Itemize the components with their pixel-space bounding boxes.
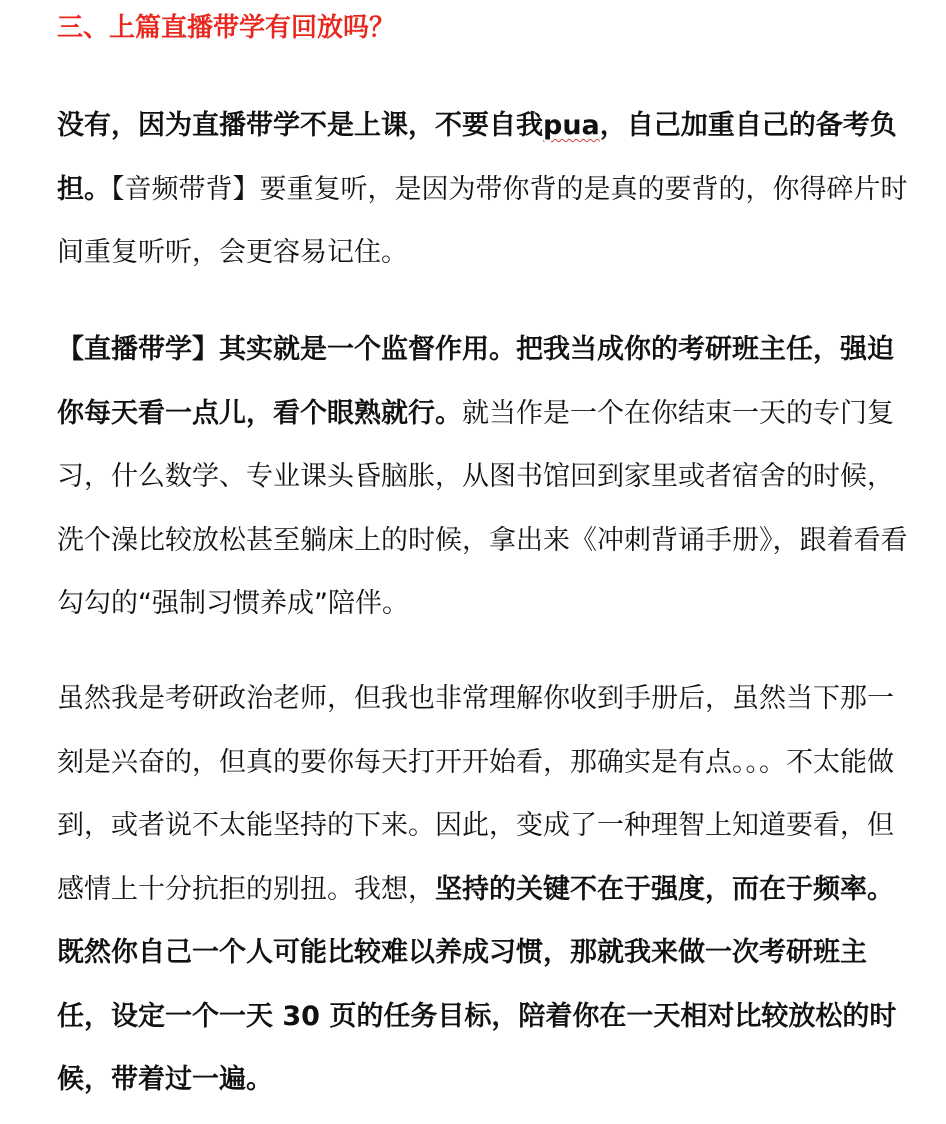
p3-bold-text: 坚持的关键不在于强度，而在于频率。既然你自己一个人可能比较难以养成习惯，那就我来做一次考研班主任，设定一个一天 30 页的任务目标，陪着你在一天相对比较放松的时候，带着过一遍。 xyxy=(57,873,897,1095)
section-heading: 三、上篇直播带学有回放吗？ xyxy=(57,13,396,43)
p2-normal-text: 就当作是一个在你结束一天的专门复习，什么数学、专业课头昏脑胀，从图书馆回到家里或者宿舍的时候，洗个澡比较放松甚至躺床上的时候，拿出来《冲刺背诵手册》，跟着看看勾勾的“强制习惯养成”陪伴。 xyxy=(57,397,908,619)
p1-pua-word: pua xyxy=(543,110,600,141)
p1-bold-tail: ，自己加重自己的备考负担。 xyxy=(57,110,897,205)
p3-normal-text: 虽然我是考研政治老师，但我也非常理解你收到手册后，虽然当下那一刻是兴奋的，但真的要你每天打开开始看，那确实是有点。。。不太能做到，或者说不太能坚持的下来。因此，变成了一种理智上知道要看，但感情上十分抗拒的别扭。我想， xyxy=(57,683,894,905)
paragraph-live-study xyxy=(57,318,913,636)
paragraph-teacher-note xyxy=(57,667,913,1112)
p1-bold-intro: 没有，因为直播带学不是上课，不要自我 xyxy=(57,110,543,141)
paragraph-no-replay xyxy=(57,94,913,285)
p1-normal-text: 【音频带背】要重复听，是因为带你背的是真的要背的，你得碎片时间重复听听，会更容易记住。 xyxy=(57,173,908,268)
p2-bold-text: 【直播带学】其实就是一个监督作用。把我当成你的考研班主任，强迫你每天看一点儿，看个眼熟就行。 xyxy=(57,334,894,429)
